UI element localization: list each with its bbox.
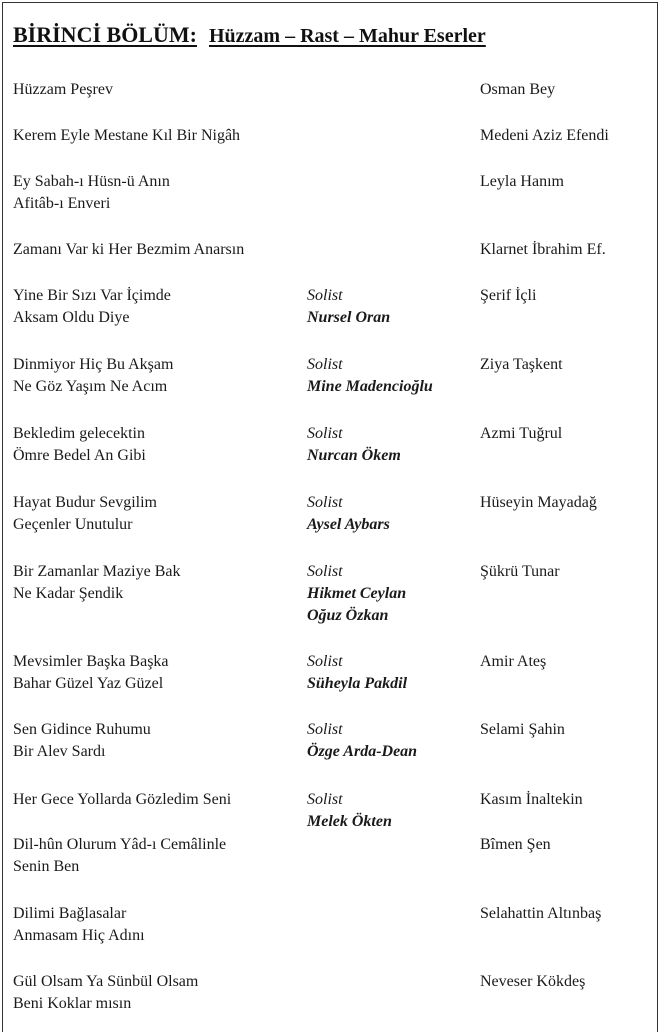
soloist-name: Aysel Aybars — [307, 516, 390, 533]
song-title-line: Zamanı Var ki Her Bezmim Anarsın — [13, 241, 245, 258]
song-title-line: Aksam Oldu Diye — [13, 309, 130, 326]
soloist-block — [307, 285, 390, 329]
soloist-block — [307, 561, 406, 627]
song-title — [13, 171, 170, 215]
soloist-name: Nursel Oran — [307, 309, 391, 326]
song-title-line: Dinmiyor Hiç Bu Akşam — [13, 356, 174, 373]
song-title — [13, 354, 173, 398]
song-title — [13, 719, 151, 763]
song-title-line: Hayat Budur Sevgilim — [13, 494, 157, 511]
soloist-block — [307, 789, 392, 833]
section-subtitle: Hüzzam – Rast – Mahur Eserler — [208, 25, 486, 47]
song-title — [13, 971, 198, 1015]
soloist-label: Solist — [307, 721, 343, 738]
song-title-line: Ne Göz Yaşım Ne Acım — [13, 378, 168, 395]
song-title-line: Gül Olsam Ya Sünbül Olsam — [13, 973, 199, 990]
song-title-line: Senin Ben — [13, 858, 80, 875]
soloist-name: Hikmet Ceylan — [307, 585, 407, 602]
song-title-line: Ne Kadar Şendik — [13, 585, 124, 602]
song-title-line: Bir Alev Sardı — [13, 743, 106, 760]
soloist-label: Solist — [307, 494, 343, 511]
composer-name: Ziya Taşkent — [480, 356, 563, 373]
soloist-name: Nurcan Ökem — [307, 447, 401, 464]
song-title — [13, 492, 157, 536]
composer-name: Bîmen Şen — [480, 836, 551, 853]
song-title-line: Her Gece Yollarda Gözledim Seni — [13, 791, 232, 808]
soloist-label: Solist — [307, 287, 343, 304]
composer-name: Amir Ateş — [480, 653, 547, 670]
song-title-line: Mevsimler Başka Başka — [13, 653, 169, 670]
composer-name: Medeni Aziz Efendi — [480, 127, 609, 144]
song-title — [13, 651, 169, 695]
soloist-label: Solist — [307, 563, 343, 580]
soloist-label: Solist — [307, 653, 343, 670]
soloist-name: Süheyla Pakdil — [307, 675, 408, 692]
song-title — [13, 239, 244, 261]
soloist-name: Oğuz Özkan — [307, 607, 389, 624]
composer-name: Azmi Tuğrul — [480, 425, 563, 442]
song-title-line: Geçenler Unutulur — [13, 516, 133, 533]
song-title — [13, 903, 145, 947]
song-title-line: Kerem Eyle Mestane Kıl Bir Nigâh — [13, 127, 241, 144]
song-title-line: Afitâb-ı Enveri — [13, 195, 111, 212]
soloist-label: Solist — [307, 791, 343, 808]
soloist-block — [307, 651, 407, 695]
section-title: BİRİNCİ BÖLÜM: — [13, 22, 197, 47]
soloist-name: Mine Madencioğlu — [307, 378, 433, 395]
song-title-line: Sen Gidince Ruhumu — [13, 721, 151, 738]
soloist-label: Solist — [307, 356, 343, 373]
song-title-line: Beni Koklar mısın — [13, 995, 132, 1012]
composer-name: Osman Bey — [480, 81, 556, 98]
soloist-block — [307, 492, 390, 536]
song-title-line: Dil-hûn Olurum Yâd-ı Cemâlinle — [13, 836, 227, 853]
song-title — [13, 789, 231, 811]
song-title — [13, 834, 226, 878]
composer-name: Selahattin Altınbaş — [480, 905, 602, 922]
song-title-line: Bahar Güzel Yaz Güzel — [13, 675, 164, 692]
song-title-line: Bekledim gelecektin — [13, 425, 145, 442]
song-title-line: Ömre Bedel An Gibi — [13, 447, 146, 464]
composer-name: Klarnet İbrahim Ef. — [480, 241, 606, 258]
soloist-label: Solist — [307, 425, 343, 442]
composer-name: Leyla Hanım — [480, 173, 564, 190]
composer-name: Kasım İnaltekin — [480, 791, 583, 808]
composer-name: Selami Şahin — [480, 721, 565, 738]
song-title-line: Bir Zamanlar Maziye Bak — [13, 563, 181, 580]
song-title — [13, 285, 171, 329]
soloist-block — [307, 354, 433, 398]
song-title — [13, 79, 113, 101]
section-heading — [13, 22, 486, 48]
song-title-line: Dilimi Bağlasalar — [13, 905, 127, 922]
song-title-line: Anmasam Hiç Adını — [13, 927, 145, 944]
song-title-line: Hüzzam Peşrev — [13, 81, 113, 98]
composer-name: Hüseyin Mayadağ — [480, 494, 597, 511]
song-title — [13, 423, 146, 467]
soloist-name: Özge Arda-Dean — [307, 743, 418, 760]
song-title-line: Ey Sabah-ı Hüsn-ü Anın — [13, 173, 170, 190]
composer-name: Şükrü Tunar — [480, 563, 560, 580]
soloist-name: Melek Ökten — [307, 813, 392, 830]
song-title — [13, 125, 240, 147]
song-title-line: Yine Bir Sızı Var İçimde — [13, 287, 171, 304]
soloist-block — [307, 423, 401, 467]
composer-name: Neveser Kökdeş — [480, 973, 586, 990]
song-title — [13, 561, 181, 605]
soloist-block — [307, 719, 417, 763]
composer-name: Şerif İçli — [480, 287, 537, 304]
